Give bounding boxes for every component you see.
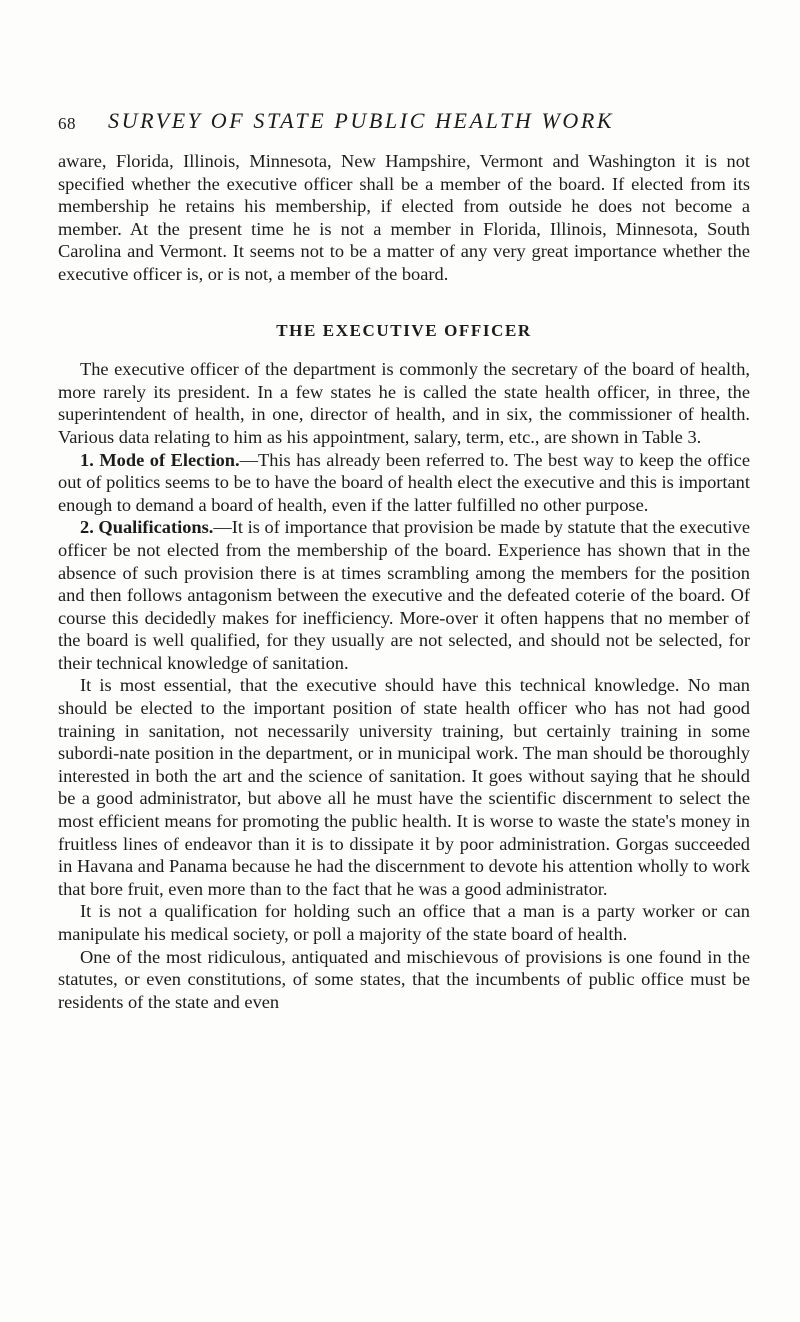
continued-paragraph: aware, Florida, Illinois, Minnesota, New Hampshire, Vermont and Washington it is not specified whether the executive officer shall be a member of the board. If elected from its membership he retains his membership, if elected from outside he does not become a member. At the present time he is not a member in Florida, Illinois, Minnesota, South Carolina and Vermont. It seems not to be a matter of any very great importance whether the executive officer is, or is not, a member of the board. (58, 151, 750, 284)
body-paragraph: It is not a qualification for holding such an office that a man is a party worker or can manipulate his medical society, or poll a majority of the state board of health. (58, 901, 750, 944)
numbered-paragraph-qualifications (58, 516, 750, 674)
body-paragraph: One of the most ridiculous, antiquated and mischievous of provisions is one found in the statutes, or even constitutions, of some states, that the incumbents of public office must be residents of the state and even (58, 946, 750, 1012)
page-number: 68 (58, 114, 76, 133)
section-intro-paragraph: The executive officer of the department is commonly the secretary of the board of health, more rarely its president. In a few states he is called the state health officer, in three, the superintendent of health, in one, director of health, and in six, the commissioner of health. Various data relating to him as his appointment, salary, term, etc., are shown in Table 3. (58, 359, 750, 447)
paragraph-text: —It is of importance that provision be made by statute that the executive officer be not elected from the membership of the board. Experience has shown that in the absence of such provision there is at times scrambling among the members for the position and then follows antagonism between the executive and the defeated coterie of the board. Of course this decidedly makes for inefficiency. More-over it often happens that no member of the board is well qualified, for they usually are not selected, and should not be selected, for their technical knowledge of sanitation. (58, 517, 750, 673)
section-heading: THE EXECUTIVE OFFICER (276, 320, 532, 340)
running-title: SURVEY OF STATE PUBLIC HEALTH WORK (108, 108, 615, 133)
running-head (58, 108, 748, 138)
run-in-heading: 2. Qualifications. (80, 517, 214, 538)
paragraph-text: —This has already been referred to. The best way to keep the office out of politics seems to be to have the board of health elect the executive and this is important enough to demand a board of health, even if the latter fulfilled no other purpose. (58, 449, 750, 515)
body-paragraph: It is most essential, that the executive should have this technical knowledge. No man should be elected to the important position of state health officer who has not had good training in sanitation, not necessarily university training, but certainly training in some subordi-nate position in the department, or in municipal work. The man should be thoroughly interested in both the art and the science of sanitation. It goes without saying that he should be a good administrator, but above all he must have the scientific discernment to select the most efficient means for promoting the public health. It is worse to waste the state's money in fruitless lines of endeavor than it is to dissipate it by poor administration. Gorgas succeeded in Havana and Panama because he had the discernment to devote his attention wholly to work that bore fruit, even more than to the fact that he was a good administrator. (58, 675, 750, 899)
run-in-heading: 1. Mode of Election. (80, 449, 240, 470)
numbered-paragraph-mode-of-election (58, 449, 750, 517)
body-text (58, 150, 750, 1013)
